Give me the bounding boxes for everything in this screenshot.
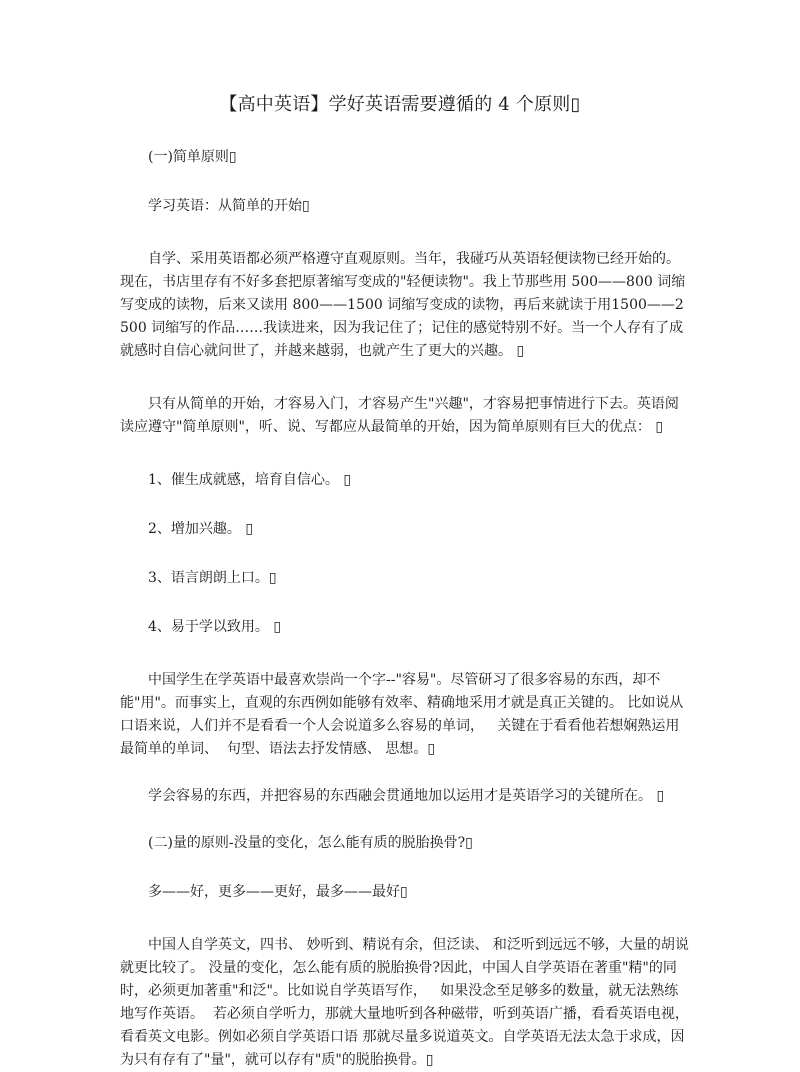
subheading-start-simple: 学习英语：从简单的开始▯ — [148, 198, 310, 214]
section-heading-simple-principle: (一)简单原则▯ — [148, 149, 237, 165]
paragraph-simple-start: 只有从简单的开始，才容易入门，才容易产生"兴趣"，才容易把事情进行下去。英语阅读应遵守"简单原则"，听、说、写都应从最简单的开始，因为简单原则有巨大的优点： ▯ — [120, 396, 679, 435]
section-heading-quantity-principle: (二)量的原则-没量的变化，怎么能有质的脱胎换骨?▯ — [148, 835, 473, 851]
subheading-more-better: 多——好，更多——更好，最多——最好▯ — [148, 884, 408, 900]
paragraph-key-point: 学会容易的东西，并把容易的东西融会贯通地加以运用才是英语学习的关键所在。 ▯ — [148, 788, 665, 804]
document-title: 【高中英语】学好英语需要遵循的 4 个原则▯ — [219, 94, 581, 115]
list-item-2: 2、增加兴趣。 ▯ — [148, 521, 254, 537]
list-item-4: 4、易于学以致用。 ▯ — [148, 619, 282, 635]
paragraph-easy-word: 中国学生在学英语中最喜欢崇尚一个字--"容易"。尽管研习了很多容易的东西，却不能"用"。而事实上，直观的东西例如能够有效率、精确地采用才就是真正关键的。 比如说从口语来说，人们并不是看看一个人会说道多么容易的单词， 关键在于看看他若想娴熟运用最简单的单词、 句型、语法去抒发情感、 思想。▯ — [120, 672, 684, 757]
paragraph-intro: 自学、采用英语都必须严格遵守直观原则。当年，我碰巧从英语轻便读物已经开始的。现在，书店里存有不好多套把原著缩写变成的"轻便读物"。我上节那些用 500——800 词缩写变成的读物，后来又读用 800——1500 词缩写变成的读物，再后来就读于用1500——2500 词缩写的作品……我读进来，因为我记住了；记住的感觉特别不好。当一个人存有了成就感时自信心就问世了，并越来越弱，也就产生了更大的兴趣。 ▯ — [120, 251, 686, 359]
list-item-1: 1、催生成就感，培育自信心。 ▯ — [148, 472, 352, 488]
list-item-3: 3、语言朗朗上口。▯ — [148, 570, 277, 586]
document-body — [120, 146, 690, 1072]
paragraph-quantity: 中国人自学英文，四书、 妙听到、精说有余，但泛读、 和泛听到远远不够，大量的胡说就更比较了。 没量的变化，怎么能有质的脱胎换骨?因此，中国人自学英语在著重"精"的同时，必须更加著重"和泛"。比如说自学英语写作， 如果没念至足够多的数量，就无法熟练地写作英语。 若必须自学听力，那就大量地听到各种磁带，听到英语广播，看看英语电视，看看英文电影。例如必须自学英语口语 那就尽量多说道英文。自学英语无法太急于求成，因为只有存有了"量"，就可以存有"质"的脱胎换骨。▯ — [120, 937, 689, 1068]
